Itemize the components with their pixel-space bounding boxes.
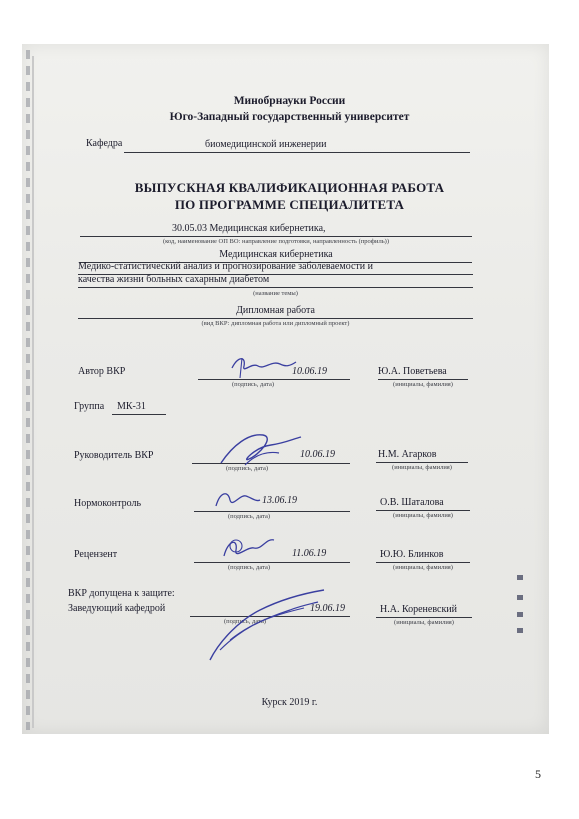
group-underline (112, 414, 166, 415)
normcontrol-date: 13.06.19 (262, 495, 297, 506)
program-caption: (код, наименование ОП ВО: направление подготовки, направленность (профиль)) (163, 238, 389, 245)
reviewer-name-caption: (инициалы, фамилия) (393, 564, 453, 571)
supervisor-signature (215, 425, 305, 473)
university-name: Юго-Западный государственный университет (169, 111, 410, 123)
group-value: МК-31 (117, 401, 146, 412)
author-date: 10.06.19 (292, 366, 327, 377)
normcontrol-signature (212, 484, 262, 514)
supervisor-name-caption: (инициалы, фамилия) (392, 464, 452, 471)
topic-underline2 (78, 287, 473, 288)
head-signature (200, 580, 330, 670)
specialty-value: Медицинская кибернетика (219, 249, 333, 260)
head-name-line (376, 617, 472, 618)
department-value: биомедицинской инженерии (205, 139, 327, 150)
reviewer-name: Ю.Ю. Блинков (380, 549, 444, 560)
binding-edge (26, 50, 30, 730)
normcontrol-name-caption: (инициалы, фамилия) (393, 512, 453, 519)
supervisor-name-line (376, 462, 468, 463)
head-name: Н.А. Кореневский (380, 604, 458, 615)
department-underline (124, 152, 470, 153)
author-signature (228, 352, 298, 382)
reviewer-label: Рецензент (74, 549, 118, 560)
admission-date: 19.06.19 (310, 603, 345, 614)
edge-mark (517, 595, 523, 600)
author-label: Автор ВКР (78, 366, 126, 377)
department-label: Кафедра (86, 138, 123, 149)
topic-caption: (название темы) (253, 290, 298, 297)
city-year: Курск 2019 г. (261, 697, 318, 708)
edge-mark (517, 612, 523, 617)
paper-edge (32, 56, 34, 728)
work-type-underline (78, 318, 473, 319)
page-number: 5 (535, 767, 541, 781)
head-name-caption: (инициалы, фамилия) (394, 619, 454, 626)
program-underline (80, 236, 472, 237)
reviewer-date: 11.06.19 (292, 548, 327, 559)
normcontrol-name-line (376, 510, 470, 511)
supervisor-date: 10.06.19 (300, 449, 335, 460)
work-type-caption: (вид ВКР: дипломная работа или дипломный проект) (201, 320, 350, 327)
supervisor-sign-caption: (подпись, дата) (225, 465, 269, 472)
reviewer-sign-caption: (подпись, дата) (227, 564, 271, 571)
document-title-line1: ВЫПУСКНАЯ КВАЛИФИКАЦИОННАЯ РАБОТА (134, 180, 445, 195)
work-type-value: Дипломная работа (236, 305, 315, 316)
author-sign-caption: (подпись, дата) (231, 381, 275, 388)
author-name-caption: (инициалы, фамилия) (393, 381, 453, 388)
head-of-department-label: Заведующий кафедрой (68, 603, 166, 614)
author-name-line (378, 379, 468, 380)
reviewer-signature (218, 530, 278, 564)
admission-line: ВКР допущена к защите: (68, 588, 175, 599)
admission-sign-caption: (подпись, дата) (223, 618, 267, 625)
topic-line1: Медико-статистический анализ и прогнозирование заболеваемости и (78, 261, 373, 272)
ministry-name: Минобрнауки России (233, 95, 346, 107)
document-title-line2: ПО ПРОГРАММЕ СПЕЦИАЛИТЕТА (174, 197, 405, 212)
topic-line2: качества жизни больных сахарным диабетом (78, 274, 270, 285)
edge-mark (517, 575, 523, 580)
normcontrol-sign-caption: (подпись, дата) (227, 513, 271, 520)
supervisor-name: Н.М. Агарков (378, 449, 437, 460)
supervisor-label: Руководитель ВКР (74, 450, 154, 461)
program-value: 30.05.03 Медицинская кибернетика, (172, 223, 326, 234)
edge-mark (517, 628, 523, 633)
group-label: Группа (74, 401, 105, 412)
author-name: Ю.А. Поветьева (378, 366, 447, 377)
normcontrol-name: О.В. Шаталова (380, 497, 444, 508)
normcontrol-label: Нормоконтроль (74, 498, 142, 509)
reviewer-name-line (376, 562, 470, 563)
